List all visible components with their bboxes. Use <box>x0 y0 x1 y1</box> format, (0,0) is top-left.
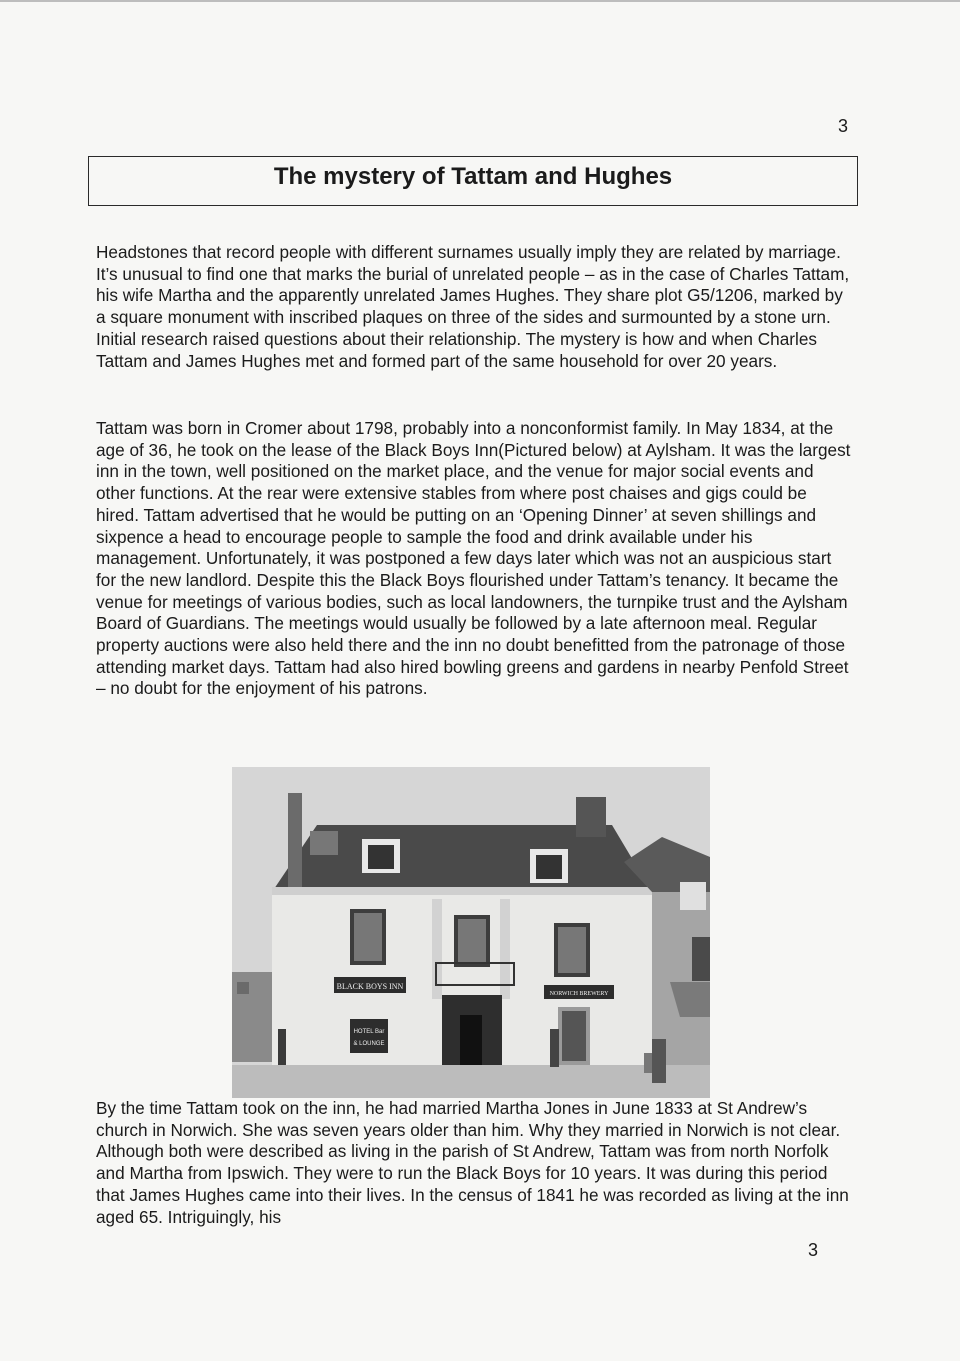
page-number-top: 3 <box>838 116 849 136</box>
page-number-bottom: 3 <box>808 1240 819 1260</box>
brewery-sign: NORWICH BREWERY <box>549 991 609 997</box>
paragraph-intro: Headstones that record people with different surnames usually imply they are related by marriage. It’s unusual to find one that marks the burial of unrelated people – as in the case of Charles Tattam, his wife Martha and the apparently unrelated James Hughes. They share plot G5/1206, marked by a square monument with inscribed plaques on three of the sides and surmounted by a stone urn. Initial research raised questions about their relationship. The mystery is how and when Charles Tattam and James Hughes met and formed part of the same household for over 20 years. <box>96 242 850 371</box>
hotel-sign-line-2: & LOUNGE <box>353 1041 385 1047</box>
inn-sign: BLACK BOYS INN <box>336 982 404 991</box>
page-title: The mystery of Tattam and Hughes <box>273 163 673 190</box>
hotel-sign-line-1: HOTEL Bar <box>353 1029 385 1035</box>
black-boys-inn-photo <box>232 767 710 1098</box>
page-top-edge-line <box>0 0 960 2</box>
inn-photo-drawing <box>232 767 710 1098</box>
title-box <box>88 156 858 206</box>
paragraph-marriage: By the time Tattam took on the inn, he had married Martha Jones in June 1833 at St Andrew’s church in Norwich. She was seven years older than him. Why they married in Norwich is not clear. Although both were described as living in the parish of St Andrew, Tattam was from north Norfolk and Martha from Ipswich. They were to run the Black Boys for 10 years. It was during this period that James Hughes came into their lives. In the census of 1841 he was recorded as living at the inn aged 65. Intriguingly, his <box>96 1098 849 1227</box>
paragraph-tattam-inn: Tattam was born in Cromer about 1798, probably into a nonconformist family. In May 1834, at the age of 36, he took on the lease of the Black Boys Inn(Pictured below) at Aylsham. It was the largest inn in the town, well positioned on the market place, and the venue for major social events and other functions. At the rear were extensive stables from where post chaises and gigs could be hired. Tattam advertised that he would be putting on an ‘Opening Dinner’ at seven shillings and sixpence a head to encourage people to sample the food and drink available under his management. Unfortunately, it was postponed a few days later which was not an auspicious start for the new landlord. Despite this the Black Boys flourished under Tattam’s tenancy. It became the venue for meetings of various bodies, such as local landowners, the turnpike trust and the Aylsham Board of Guardians. The meetings would usually be followed by a late afternoon meal. Regular property auctions were also held there and the inn no doubt benefitted from the patronage of those attending market days. Tattam had also hired bowling greens and gardens in nearby Penfold Street – no doubt for the enjoyment of his patrons. <box>96 418 851 699</box>
